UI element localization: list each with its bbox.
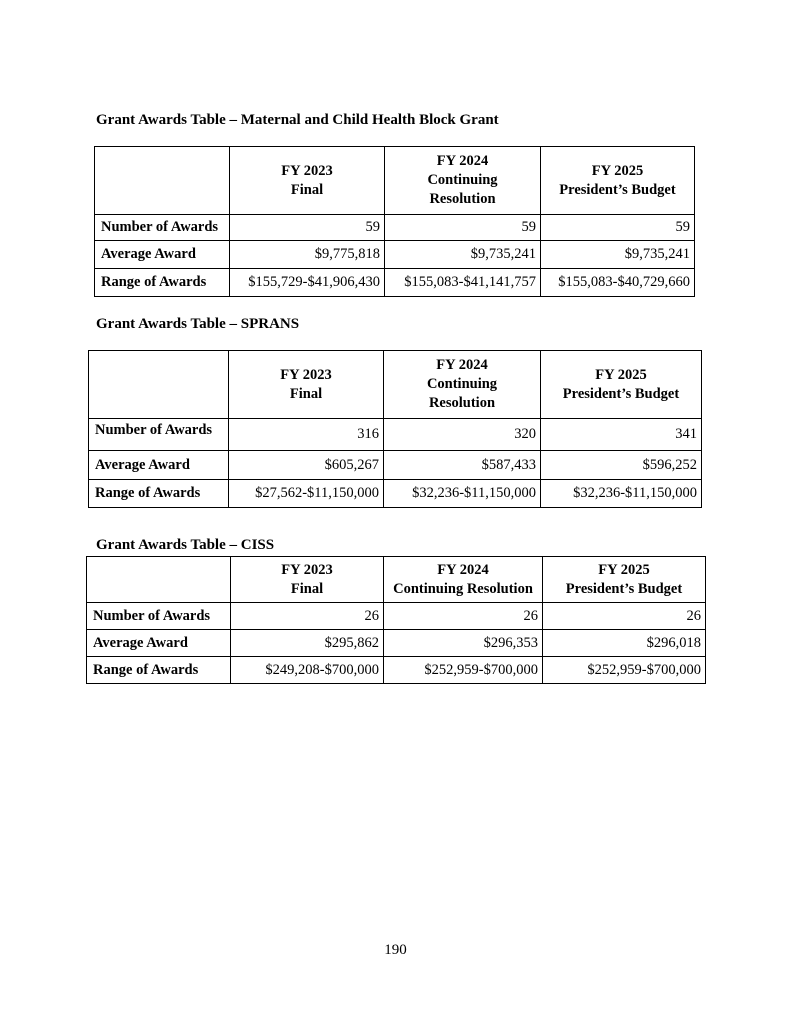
cell-value: $605,267 xyxy=(229,451,384,480)
cell-value: $587,433 xyxy=(384,451,541,480)
cell-value: $9,735,241 xyxy=(385,241,541,269)
cell-value: 26 xyxy=(543,603,706,630)
cell-value: 59 xyxy=(541,215,695,241)
cell-value: $296,353 xyxy=(384,630,543,657)
header-blank xyxy=(95,147,230,215)
header-blank xyxy=(89,351,229,419)
table-header-row xyxy=(95,147,695,215)
cell-value: $596,252 xyxy=(541,451,702,480)
table-row xyxy=(87,657,706,684)
cell-value: 341 xyxy=(541,419,702,451)
table-header-row xyxy=(87,557,706,603)
page-number: 190 xyxy=(384,942,407,958)
table-row xyxy=(87,603,706,630)
mch-table-title: Grant Awards Table – Maternal and Child Health Block Grant xyxy=(96,112,499,128)
header-fy2025: FY 2025 President’s Budget xyxy=(541,147,695,215)
cell-value: $252,959-$700,000 xyxy=(543,657,706,684)
table-row xyxy=(89,419,702,451)
cell-value: $249,208-$700,000 xyxy=(231,657,384,684)
row-label: Average Award xyxy=(89,451,229,480)
cell-value: 320 xyxy=(384,419,541,451)
row-label: Range of Awards xyxy=(95,269,230,297)
table-header-row xyxy=(89,351,702,419)
header-fy2024: FY 2024 Continuing Resolution xyxy=(384,557,543,603)
cell-value: $155,083-$40,729,660 xyxy=(541,269,695,297)
cell-value: $9,735,241 xyxy=(541,241,695,269)
row-label: Number of Awards xyxy=(87,603,231,630)
cell-value: $252,959-$700,000 xyxy=(384,657,543,684)
cell-value: 316 xyxy=(229,419,384,451)
mch-grant-awards-table xyxy=(94,146,695,297)
table-row xyxy=(89,451,702,480)
ciss-table-title: Grant Awards Table – CISS xyxy=(96,537,275,553)
header-fy2024: FY 2024 Continuing Resolution xyxy=(384,351,541,419)
cell-value: 59 xyxy=(230,215,385,241)
table-row xyxy=(89,480,702,508)
cell-value: $295,862 xyxy=(231,630,384,657)
ciss-grant-awards-table xyxy=(86,556,706,684)
table-row xyxy=(95,215,695,241)
header-fy2023: FY 2023 Final xyxy=(230,147,385,215)
table-row xyxy=(87,630,706,657)
cell-value: $155,729-$41,906,430 xyxy=(230,269,385,297)
row-label: Number of Awards xyxy=(95,215,230,241)
cell-value: 26 xyxy=(231,603,384,630)
cell-value: $296,018 xyxy=(543,630,706,657)
sprans-grant-awards-table xyxy=(88,350,702,508)
cell-value: $27,562-$11,150,000 xyxy=(229,480,384,508)
row-label: Range of Awards xyxy=(87,657,231,684)
cell-value: $9,775,818 xyxy=(230,241,385,269)
row-label: Average Award xyxy=(87,630,231,657)
header-fy2025: FY 2025 President’s Budget xyxy=(543,557,706,603)
cell-value: 59 xyxy=(385,215,541,241)
header-fy2024: FY 2024 Continuing Resolution xyxy=(385,147,541,215)
row-label: Average Award xyxy=(95,241,230,269)
header-fy2023: FY 2023 Final xyxy=(231,557,384,603)
table-row xyxy=(95,269,695,297)
cell-value: $32,236-$11,150,000 xyxy=(384,480,541,508)
row-label: Range of Awards xyxy=(89,480,229,508)
sprans-table-title: Grant Awards Table – SPRANS xyxy=(96,316,300,332)
cell-value: $32,236-$11,150,000 xyxy=(541,480,702,508)
header-fy2025: FY 2025 President’s Budget xyxy=(541,351,702,419)
table-row xyxy=(95,241,695,269)
header-fy2023: FY 2023 Final xyxy=(229,351,384,419)
header-blank xyxy=(87,557,231,603)
row-label: Number of Awards xyxy=(89,419,229,451)
cell-value: $155,083-$41,141,757 xyxy=(385,269,541,297)
cell-value: 26 xyxy=(384,603,543,630)
